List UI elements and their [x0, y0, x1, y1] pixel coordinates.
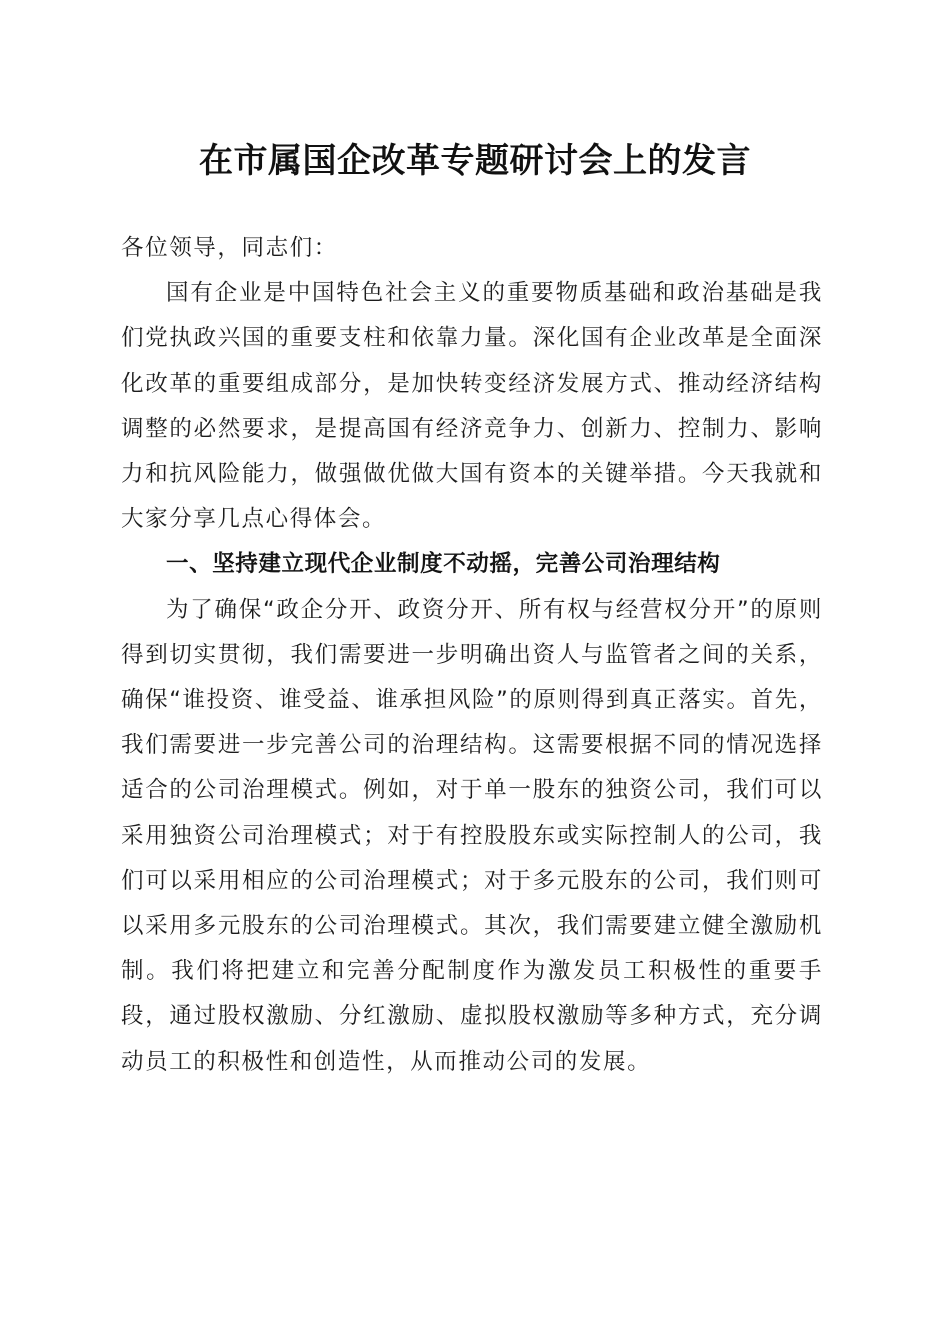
section-paragraph: 为了确保“政企分开、政资分开、所有权与经营权分开”的原则得到切实贯彻，我们需要进一步明确出资人与监管者之间的关系，确保“谁投资、谁受益、谁承担风险”的原则得到真正落实。首先，我们需要进一步完善公司的治理结构。这需要根据不同的情况选择适合的公司治理模式。例如，对于单一股东的独资公司，我们可以采用独资公司治理模式；对于有控股股东或实际控制人的公司，我们可以采用相应的公司治理模式；对于多元股东的公司，我们则可以采用多元股东的公司治理模式。其次，我们需要建立健全激励机制。我们将把建立和完善分配制度作为激发员工积极性的重要手段，通过股权激励、分红激励、虚拟股权激励等多种方式，充分调动员工的积极性和创造性，从而推动公司的发展。	[121, 596, 823, 1075]
intro-paragraph: 国有企业是中国特色社会主义的重要物质基础和政治基础是我们党执政兴国的重要支柱和依靠力量。深化国有企业改革是全面深化改革的重要组成部分，是加快转变经济发展方式、推动经济结构调整的必然要求，是提高国有经济竞争力、创新力、控制力、影响力和抗风险能力，做强做优做大国有资本的关键举措。今天我就和大家分享几点心得体会。	[121, 280, 823, 533]
document-body	[121, 226, 823, 1085]
document-title: 在市属国企改革专题研讨会上的发言	[199, 141, 751, 181]
salutation: 各位领导，同志们：	[121, 235, 338, 261]
section-heading: 一、坚持建立现代企业制度不动摇，完善公司治理结构	[166, 551, 721, 578]
